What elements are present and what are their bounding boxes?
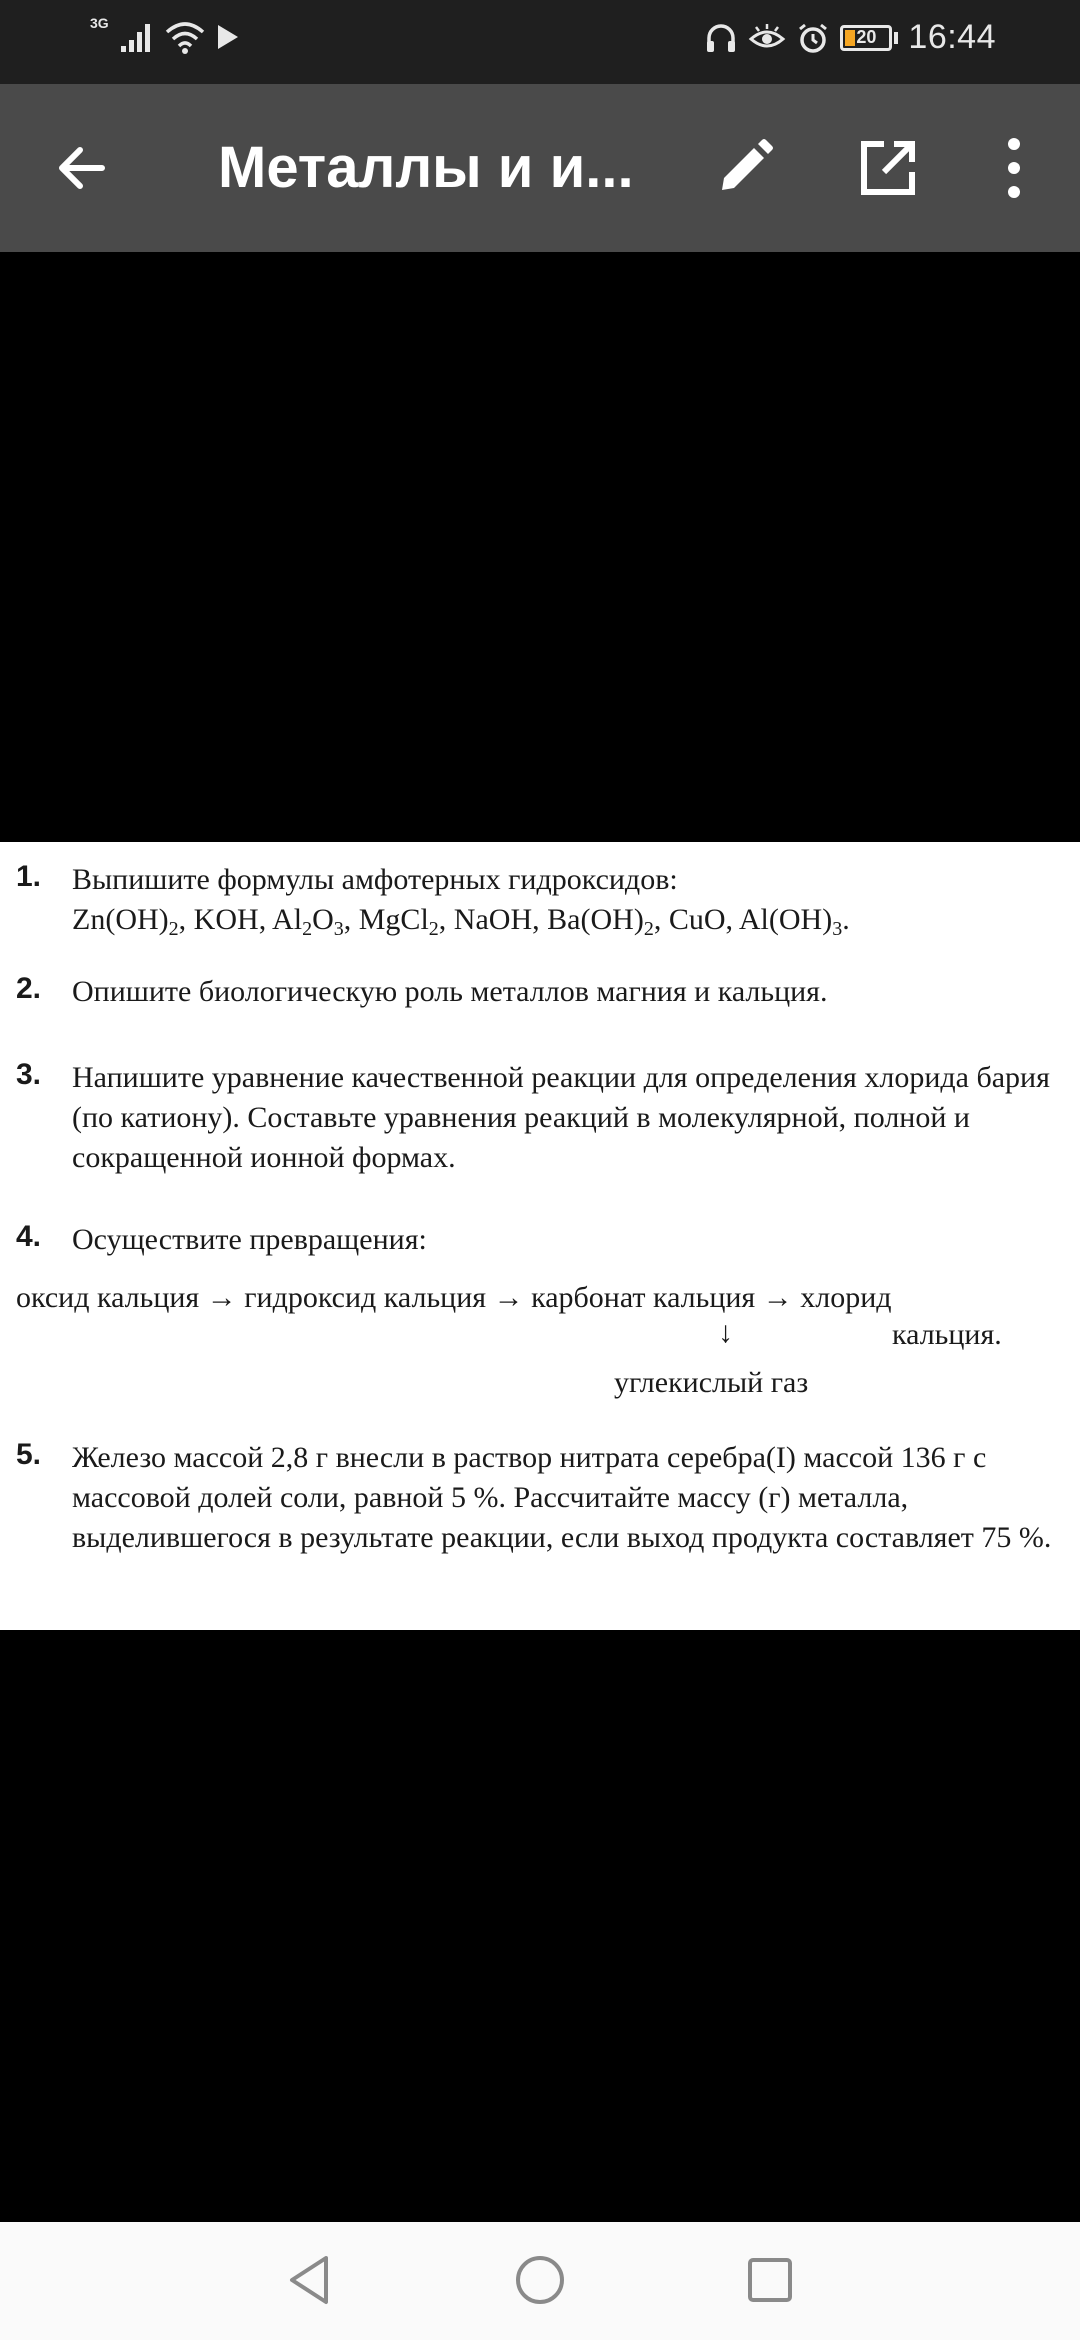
task-text: Железо массой 2,8 г внесли в раствор нитрата серебра(I) массой 136 г с массовой долей соли, равной 5 %. Рассчитайте массу (г) металла, выделившегося в результате реакции, если выход продукта составляет 75 %. [72,1441,1052,1554]
network-type: 3G [90,15,109,31]
wifi-icon [165,20,205,54]
app-bar [0,84,1080,252]
task-5 [16,1438,1060,1558]
battery-level: 20 [856,27,877,47]
task-text: Напишите уравнение качественной реакции для определения хлорида бария (по катиону). Составьте уравнения реакций в молекулярной, полной и сокращенной ионной формах. [72,1061,1050,1174]
task-number: 4. [16,1220,42,1253]
battery-indicator [840,25,892,51]
task-4 [16,1220,1060,1260]
branch-product: углекислый газ [614,1366,809,1399]
alarm-icon [796,21,830,55]
battery-tip [894,32,898,44]
transformation-chain-end: кальция. [892,1318,1002,1351]
task-1-line: Выпишите формулы амфотерных гидроксидов: [72,863,678,896]
transformation-chain: оксид кальция → гидроксид кальция → карбонат кальция → хлорид [16,1281,892,1314]
task-number: 2. [16,972,42,1005]
status-right [704,18,996,57]
task-number: 5. [16,1438,42,1471]
task-number: 1. [16,860,42,893]
nav-back-icon[interactable] [282,2252,338,2308]
play-icon [215,22,241,52]
task-text: Опишите биологическую роль металлов магния и кальция. [72,975,828,1008]
task-1 [16,860,1060,940]
page-title: Металлы и и... [218,135,634,200]
document-image[interactable] [0,842,1080,1630]
branch-arrow: ↓ [718,1316,733,1349]
back-arrow-icon[interactable] [52,138,112,198]
navigation-bar [0,2222,1080,2340]
nav-home-icon[interactable] [512,2252,568,2308]
signal-icon [119,20,155,54]
eye-comfort-icon [748,21,786,55]
task-1-formulas: $Zn(OH)_2$, KOH, $Al_2O_3$, MgCl$_2$, NaOH, $Ba(OH)_2$, CuO, $Al(OH)_3$. [72,903,850,940]
status-bar [0,0,1080,84]
task-2 [16,972,1060,1012]
task-text [72,860,1060,940]
battery-fill [845,30,855,46]
more-vert-icon[interactable] [996,134,1032,202]
edit-pencil-icon[interactable] [712,136,776,200]
status-left [90,15,241,54]
task-number: 3. [16,1058,42,1091]
task-3 [16,1058,1060,1178]
headphones-icon [704,21,738,55]
clock: 16:44 [908,18,996,56]
open-external-icon[interactable] [856,136,920,200]
nav-recents-icon[interactable] [742,2252,798,2308]
task-text: Осуществите превращения: [72,1223,427,1256]
